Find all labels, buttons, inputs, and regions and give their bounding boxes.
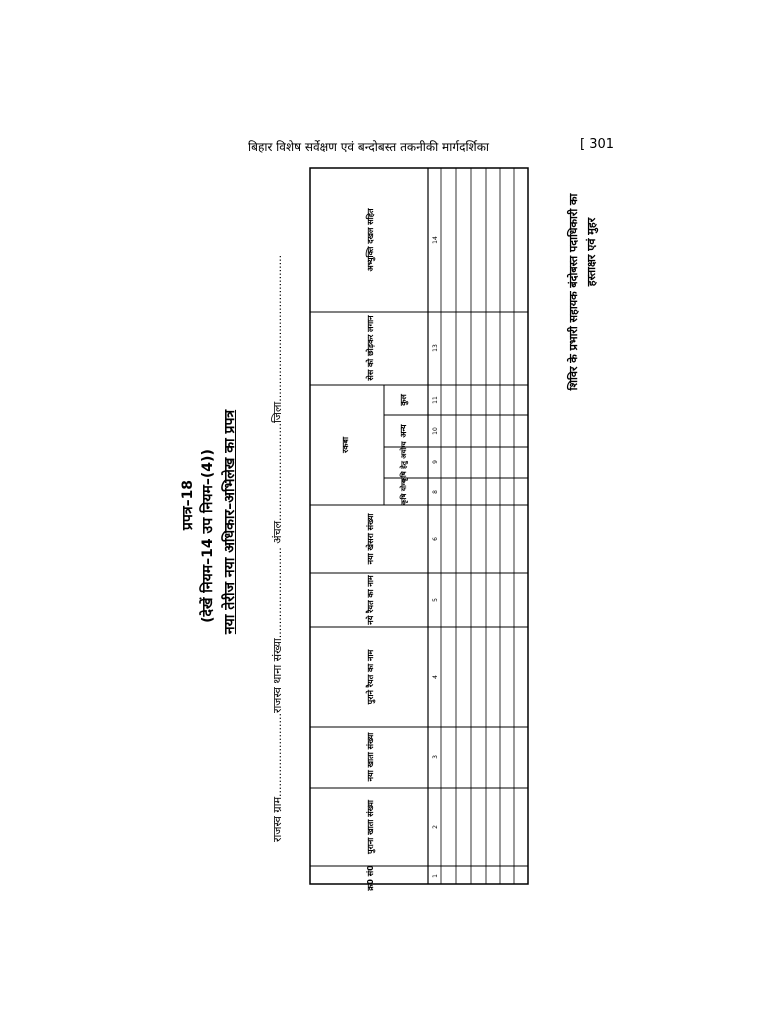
signature-line-1: शिविर के प्रभारी सहायक बंदोबस्त पदाधिकारी का <box>567 193 580 391</box>
col-num-10: 10 <box>432 427 439 435</box>
col-header-lagaan: सेस को छोड़कर लगान <box>366 315 375 381</box>
running-header: बिहार विशेष सर्वेक्षण एवं बन्दोबस्त तकनीकी मार्गदर्शिका <box>248 140 490 154</box>
col-header-rakba: रकबा <box>341 436 350 454</box>
col-header-new-khesra: नया खेसरा संख्या <box>366 513 375 565</box>
col-header-serial: क्र0 सं0 <box>366 865 375 891</box>
col-header-krishi-ayogya: कृषि हेतु अयोग्य <box>400 441 408 483</box>
signature-line-2: हस्ताक्षर एवं मुहर <box>585 217 598 287</box>
col-num-13: 13 <box>432 344 439 352</box>
form-number: प्रपत्र–18 <box>180 479 196 531</box>
col-num-3: 3 <box>432 755 439 759</box>
page-number: [ 301 <box>580 137 615 152</box>
form-subtitle: नया तेरीज नया अधिकार–अभिलेख का प्रपत्र <box>222 409 238 635</box>
col-header-krishi-yogya: कृषि योग्य <box>400 479 408 505</box>
village-thana-fill-line: राजस्व ग्राम........................राजस्व थाना संख्या.......................... अंचल............................जिला.......................................... <box>271 254 284 842</box>
col-num-6: 6 <box>432 537 439 541</box>
col-num-4: 4 <box>432 675 439 679</box>
table-grid <box>310 168 528 884</box>
col-header-old-raiyat: पुराने रैयत का नाम <box>366 649 375 705</box>
col-header-anya: अन्य <box>399 424 408 438</box>
col-num-8: 8 <box>432 490 439 494</box>
col-header-remarks: अभ्युक्ति दखल सहित <box>366 208 375 272</box>
col-num-5: 5 <box>432 598 439 602</box>
col-num-2: 2 <box>432 825 439 829</box>
col-header-old-khata: पुराना खाता संख्या <box>366 799 375 855</box>
rule-reference: (देखें नियम–14 उप नियम–(4)) <box>200 449 216 623</box>
col-header-new-raiyat: नये रैयत का नाम <box>366 575 375 625</box>
col-num-9: 9 <box>432 460 439 464</box>
col-num-1: 1 <box>432 874 439 878</box>
col-header-new-khata: नया खाता संख्या <box>366 732 375 782</box>
col-num-14: 14 <box>432 236 439 244</box>
col-header-kul: कुल <box>399 394 408 406</box>
col-num-11: 11 <box>432 396 439 404</box>
